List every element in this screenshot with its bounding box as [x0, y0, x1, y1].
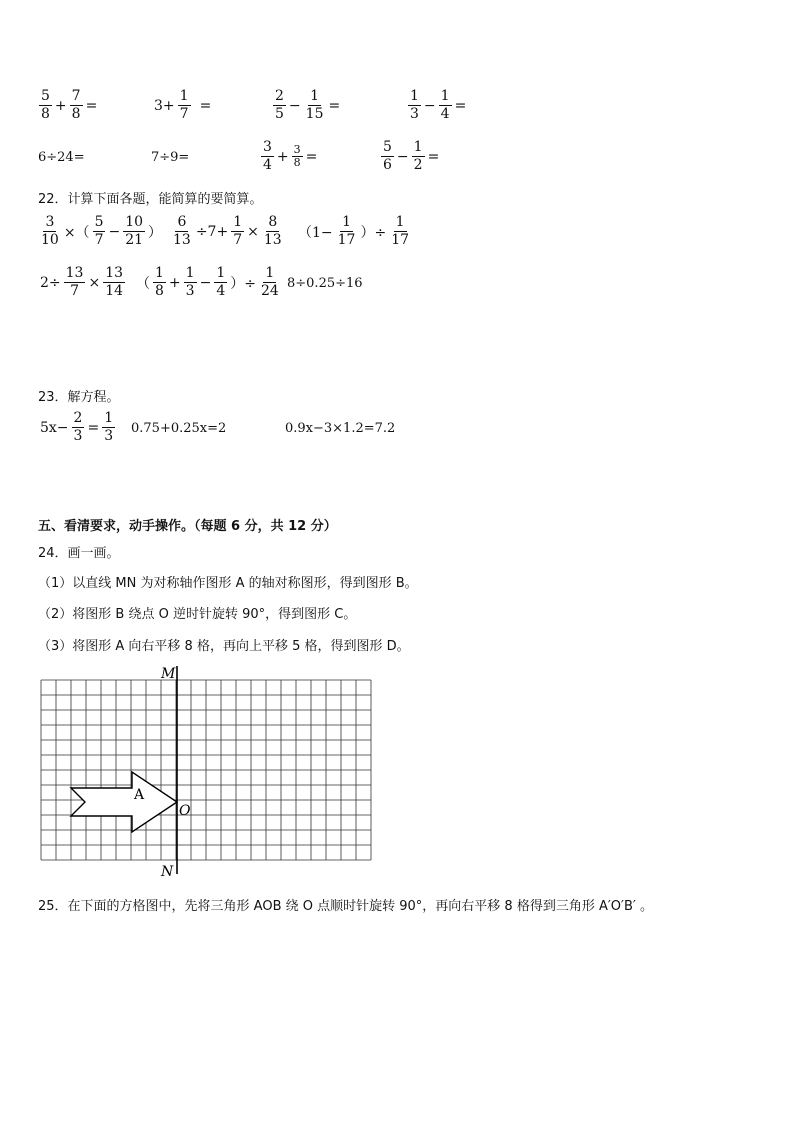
label-m: M [161, 666, 176, 682]
calc-r1-1 [38, 88, 99, 123]
operator: ）÷ [360, 224, 387, 241]
numerator: 5 [41, 88, 50, 104]
calc-r2-2: 7÷9= [151, 150, 190, 165]
denominator: 3 [410, 106, 419, 122]
operator: − [108, 223, 121, 240]
numerator: 8 [268, 214, 278, 230]
denominator: 15 [305, 106, 324, 122]
q23-eq-2: 0.75+0.25x=2 [131, 421, 227, 436]
denominator: 13 [173, 232, 191, 248]
q22-title: 22．计算下面各题，能简算的要简算。 [38, 192, 263, 207]
numerator: 1 [216, 265, 226, 281]
calc-r2-1: 6÷24= [38, 150, 85, 165]
denominator: 7 [94, 232, 104, 248]
denominator: 7 [233, 232, 243, 248]
denominator: 3 [185, 283, 195, 299]
denominator: 4 [216, 283, 226, 299]
denominator: 8 [293, 156, 301, 169]
operator: ×（ [63, 224, 90, 241]
denominator: 6 [383, 157, 392, 173]
denominator: 4 [440, 106, 450, 122]
numerator: 6 [177, 214, 187, 230]
operator: 2÷ [40, 274, 61, 291]
equals: = [87, 419, 100, 436]
q22-expr-4 [38, 265, 126, 300]
operator: × [247, 223, 259, 240]
denominator: 3 [73, 428, 83, 444]
numerator: 1 [410, 88, 419, 104]
equals: = [328, 97, 341, 114]
equals: = [427, 148, 440, 165]
numerator: 1 [233, 214, 243, 230]
denominator: 5 [275, 106, 284, 122]
numerator: 2 [275, 88, 284, 104]
q24-title: 24．画一画。 [38, 546, 120, 561]
denominator: 24 [260, 283, 279, 299]
equals: = [305, 148, 318, 165]
label-n: N [161, 864, 174, 880]
prefix: 3+ [154, 97, 175, 114]
q25-text: 25．在下面的方格图中，先将三角形 AOB 绕 O 点顺时针旋转 90°，再向右平移 8 格得到三角形 A′O′B′ 。 [38, 899, 653, 914]
section5-title: 五、看清要求，动手操作。（每题 6 分，共 12 分） [38, 519, 337, 534]
numerator: 13 [65, 265, 84, 281]
calc-r1-3 [272, 88, 342, 123]
q22-expr-1 [38, 214, 164, 249]
numerator: 1 [440, 88, 450, 104]
numerator: 5 [383, 139, 392, 155]
numerator: 3 [263, 139, 272, 155]
numerator: 1 [155, 265, 164, 281]
numerator: 3 [293, 143, 301, 156]
denominator: 17 [391, 232, 410, 248]
operator: − [288, 97, 301, 114]
equals: = [199, 97, 212, 114]
operator: − [396, 148, 409, 165]
q22-expr-5 [134, 265, 282, 300]
grid-figure [38, 662, 378, 882]
operator: （1− [298, 224, 333, 241]
q22-expr-6: 8÷0.25÷16 [287, 276, 363, 291]
numerator: 5 [94, 214, 104, 230]
q24-step-1: （1）以直线 MN 为对称轴作图形 A 的轴对称图形，得到图形 B。 [38, 576, 418, 591]
operator: + [54, 97, 67, 114]
label-o: O [179, 803, 191, 819]
denominator: 8 [71, 106, 81, 122]
label-a: A [134, 787, 145, 803]
denominator: 7 [179, 106, 189, 122]
numerator: 13 [105, 265, 124, 281]
numerator: 1 [104, 410, 114, 426]
numerator: 1 [185, 265, 195, 281]
operator: （ [136, 275, 150, 292]
numerator: 1 [342, 214, 352, 230]
denominator: 7 [70, 283, 80, 299]
denominator: 10 [41, 232, 59, 248]
numerator: 2 [73, 410, 83, 426]
denominator: 13 [263, 232, 282, 248]
denominator: 3 [104, 428, 114, 444]
operator: × [88, 274, 101, 291]
q22-expr-3 [296, 214, 412, 249]
q23-eq-3: 0.9x−3×1.2=7.2 [285, 421, 396, 436]
numerator: 1 [265, 265, 275, 281]
numerator: 10 [125, 214, 144, 230]
operator: ） [148, 224, 163, 241]
numerator: 1 [179, 88, 189, 104]
q24-step-2: （2）将图形 B 绕点 O 逆时针旋转 90°，得到图形 C。 [38, 607, 357, 622]
calc-r2-4 [380, 139, 441, 174]
operator: ÷7+ [195, 223, 229, 240]
calc-r2-3 [260, 139, 319, 174]
numerator: 1 [395, 214, 405, 230]
numerator: 1 [413, 139, 423, 155]
denominator: 4 [263, 157, 272, 173]
denominator: 8 [41, 106, 50, 122]
operator: 5x− [40, 419, 69, 436]
numerator: 1 [310, 88, 320, 104]
equals: = [454, 97, 467, 114]
grid-lines [41, 680, 371, 860]
q22-expr-2 [170, 214, 285, 249]
denominator: 21 [125, 232, 144, 248]
q23-eq-1 [38, 410, 116, 445]
numerator: 3 [45, 214, 55, 230]
operator: − [199, 274, 212, 291]
denominator: 17 [337, 232, 356, 248]
operator: ）÷ [230, 275, 256, 292]
denominator: 2 [413, 157, 423, 173]
equals: = [85, 97, 98, 114]
operator: + [276, 148, 289, 165]
denominator: 14 [105, 283, 124, 299]
denominator: 8 [155, 283, 164, 299]
calc-r1-2 [152, 88, 213, 123]
numerator: 7 [71, 88, 81, 104]
q24-step-3: （3）将图形 A 向右平移 8 格，再向上平移 5 格，得到图形 D。 [38, 639, 410, 654]
operator: − [423, 97, 436, 114]
calc-r1-4 [407, 88, 468, 123]
operator: + [168, 274, 181, 291]
q23-title: 23．解方程。 [38, 390, 120, 405]
